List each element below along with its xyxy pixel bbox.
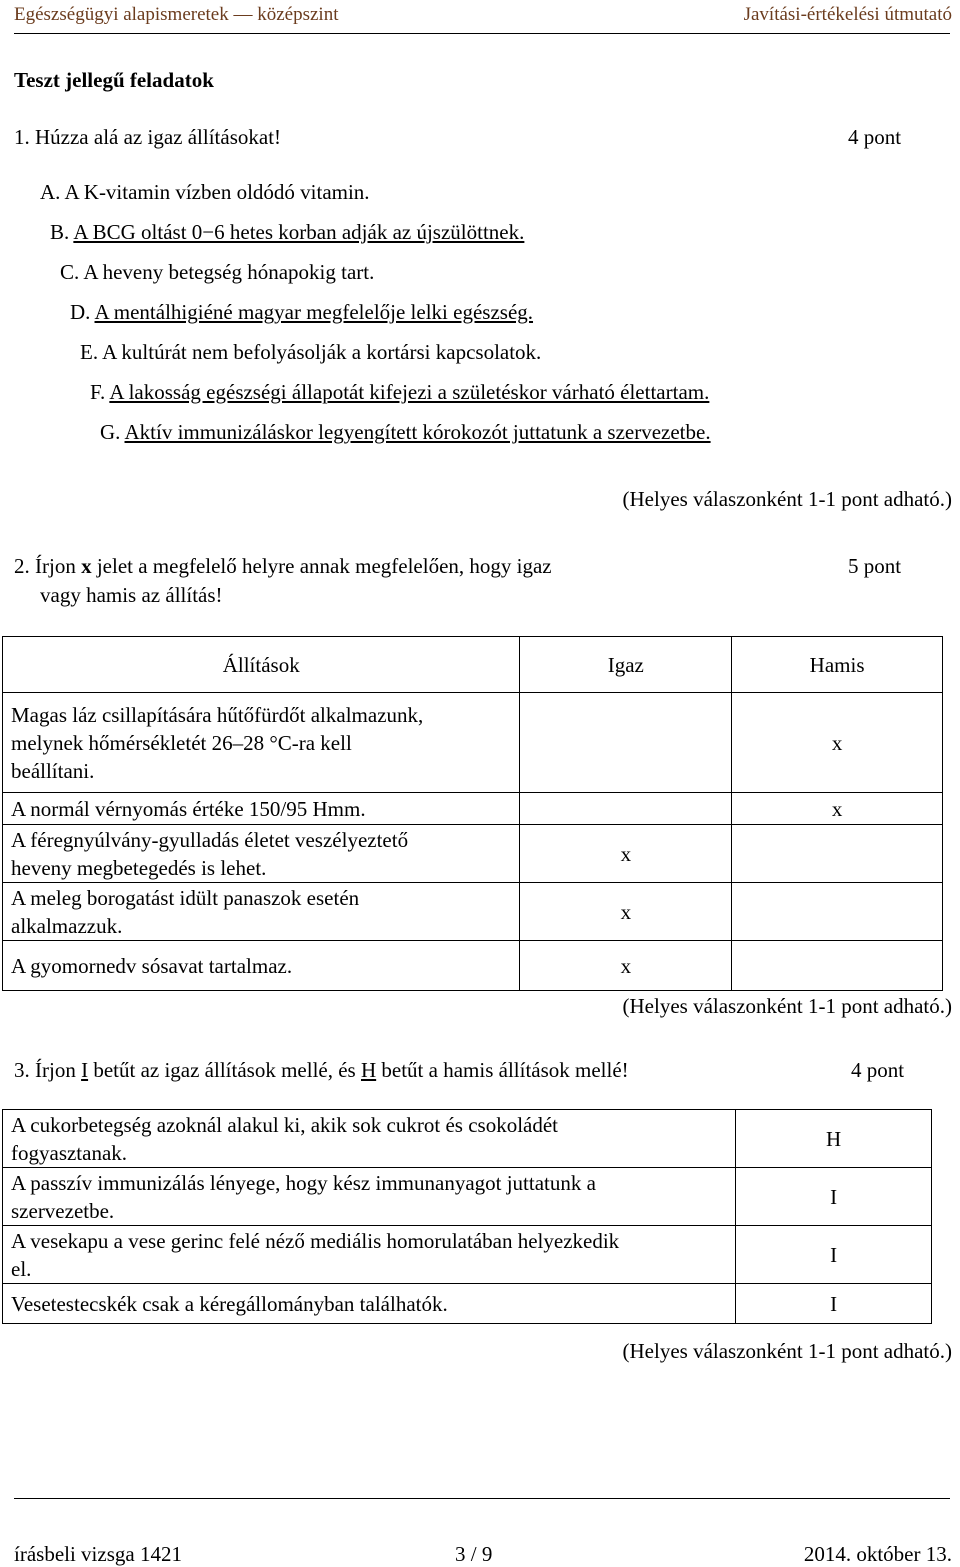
- task3-answer-cell: I: [736, 1284, 932, 1324]
- task1-item-text: A mentálhigiéné magyar megfelelője lelki egészség.: [94, 300, 534, 324]
- statement-line: alkalmazzuk.: [11, 913, 123, 938]
- statement-line: A passzív immunizálás lényege, hogy kész immunanyagot juttatunk a: [11, 1170, 596, 1195]
- task2-row: [3, 941, 943, 991]
- statement-line: A féregnyúlvány-gyulladás életet veszélyeztető: [11, 827, 409, 852]
- task2-prompt-mark: x: [81, 554, 92, 578]
- task2-true-cell: x: [520, 883, 732, 941]
- statement-line: Magas láz csillapítására hűtőfürdőt alkalmazunk,: [11, 702, 424, 727]
- task3-row: [3, 1110, 932, 1168]
- task1-item-text: A heveny betegség hónapokig tart.: [83, 260, 375, 284]
- task1-item-letter: C.: [60, 260, 80, 284]
- task2-statement: [3, 941, 520, 991]
- task3-prompt-h: H: [360, 1058, 377, 1082]
- statement-line: A gyomornedv sósavat tartalmaz.: [11, 953, 293, 978]
- footer-rule: [14, 1498, 950, 1499]
- task2-note: (Helyes válaszonként 1-1 pont adható.): [622, 994, 952, 1018]
- footer-left: írásbeli vizsga 1421: [14, 1542, 182, 1566]
- task1-item-text: Aktív immunizáláskor legyengített kórokozót juttatunk a szervezetbe.: [124, 420, 711, 444]
- task2-false-cell: [732, 941, 943, 991]
- header-rule: [14, 33, 950, 34]
- task2-true-cell: [520, 693, 732, 793]
- task1-prompt-text: Húzza alá az igaz állításokat!: [35, 125, 282, 149]
- statement-line: melynek hőmérsékletét 26–28 °C-ra kell: [11, 730, 352, 755]
- task2-prompt-post: jelet a megfelelő helyre annak megfelelően, hogy igaz: [91, 554, 552, 578]
- task1-item: [60, 260, 374, 285]
- task1-item-letter: D.: [70, 300, 91, 324]
- task2-row: [3, 793, 943, 825]
- task2-true-cell: x: [520, 941, 732, 991]
- statement-line: beállítani.: [11, 758, 95, 783]
- task1-item: [70, 300, 533, 325]
- task2-number: 2.: [14, 554, 30, 578]
- task1-item: [90, 380, 709, 405]
- task1-prompt: [14, 125, 281, 150]
- statement-line: A meleg borogatást idült panaszok esetén: [11, 885, 360, 910]
- statement-line: A vesekapu a vese gerinc felé néző mediális homorulatában helyezkedik: [11, 1228, 620, 1253]
- task3-statement: [3, 1226, 736, 1284]
- task3-answer-cell: I: [736, 1226, 932, 1284]
- task3-prompt-i: I: [81, 1058, 89, 1082]
- task3-statement: [3, 1168, 736, 1226]
- task1-points: 4 pont: [848, 125, 902, 149]
- header-left: Egészségügyi alapismeretek — középszint: [14, 4, 339, 25]
- task1-item: [80, 340, 541, 365]
- task2-false-cell: [732, 883, 943, 941]
- task1-item-letter: A.: [40, 180, 61, 204]
- task1-item-letter: F.: [90, 380, 106, 404]
- task1-number: 1.: [14, 125, 30, 149]
- task3-table: [2, 1109, 932, 1324]
- task3-answer-cell: H: [736, 1110, 932, 1168]
- task2-row: [3, 883, 943, 941]
- task2-prompt: [14, 554, 552, 579]
- footer-page: 3 / 9: [455, 1542, 493, 1566]
- task2-statement: [3, 793, 520, 825]
- task1-item-text: A lakosság egészségi állapotát kifejezi a születéskor várható élettartam.: [109, 380, 710, 404]
- statement-line: el.: [11, 1256, 32, 1281]
- task2-true-cell: [520, 793, 732, 825]
- task2-statement: [3, 883, 520, 941]
- task3-row: [3, 1284, 932, 1324]
- task2-header-row: [3, 637, 943, 693]
- statement-line: A cukorbetegség azoknál alakul ki, akik sok cukrot és csokoládét: [11, 1112, 559, 1137]
- task1-item-letter: E.: [80, 340, 99, 364]
- task2-false-cell: x: [732, 793, 943, 825]
- task2-row: [3, 693, 943, 793]
- task2-points: 5 pont: [848, 554, 902, 578]
- task3-points: 4 pont: [851, 1058, 905, 1082]
- task3-number: 3.: [14, 1058, 30, 1082]
- task2-table: [2, 636, 943, 991]
- footer-date: 2014. október 13.: [803, 1542, 952, 1566]
- section-title: Teszt jellegű feladatok: [14, 68, 214, 92]
- task1-item-text: A BCG oltást 0−6 hetes korban adják az újszülöttnek.: [73, 220, 525, 244]
- task2-prompt-line2: vagy hamis az állítás!: [40, 583, 223, 607]
- task3-row: [3, 1226, 932, 1284]
- statement-line: A normál vérnyomás értéke 150/95 Hmm.: [11, 796, 366, 821]
- statement-line: heveny megbetegedés is lehet.: [11, 855, 267, 880]
- task2-false-cell: x: [732, 693, 943, 793]
- statement-line: fogyasztanak.: [11, 1140, 128, 1165]
- header-right: Javítási-értékelési útmutató: [743, 4, 952, 25]
- task3-row: [3, 1168, 932, 1226]
- task2-false-cell: [732, 825, 943, 883]
- task3-prompt: [14, 1058, 629, 1083]
- task3-answer-cell: I: [736, 1168, 932, 1226]
- task3-prompt-c: betűt a hamis állítások mellé!: [376, 1058, 629, 1082]
- task3-prompt-b: betűt az igaz állítások mellé, és: [88, 1058, 361, 1082]
- task1-item-text: A kultúrát nem befolyásolják a kortársi kapcsolatok.: [102, 340, 542, 364]
- task1-item: [100, 420, 711, 445]
- task2-header-statements: Állítások: [3, 637, 520, 693]
- task1-item-text: A K-vitamin vízben oldódó vitamin.: [64, 180, 370, 204]
- task3-statement: [3, 1284, 736, 1324]
- task2-header-false: Hamis: [732, 637, 943, 693]
- task2-statement: [3, 825, 520, 883]
- task3-statement: [3, 1110, 736, 1168]
- task3-note: (Helyes válaszonként 1-1 pont adható.): [622, 1339, 952, 1363]
- task2-row: [3, 825, 943, 883]
- task3-prompt-a: Írjon: [35, 1058, 82, 1082]
- task1-item: [50, 220, 524, 245]
- task2-prompt-pre: Írjon: [35, 554, 82, 578]
- task2-statement: [3, 693, 520, 793]
- task2-header-true: Igaz: [520, 637, 732, 693]
- statement-line: szervezetbe.: [11, 1198, 115, 1223]
- task1-item-letter: G.: [100, 420, 121, 444]
- task1-item-letter: B.: [50, 220, 70, 244]
- task2-true-cell: x: [520, 825, 732, 883]
- task1-item: [40, 180, 370, 205]
- statement-line: Vesetestecskék csak a kéregállományban találhatók.: [11, 1291, 448, 1316]
- task1-note: (Helyes válaszonként 1-1 pont adható.): [622, 487, 952, 511]
